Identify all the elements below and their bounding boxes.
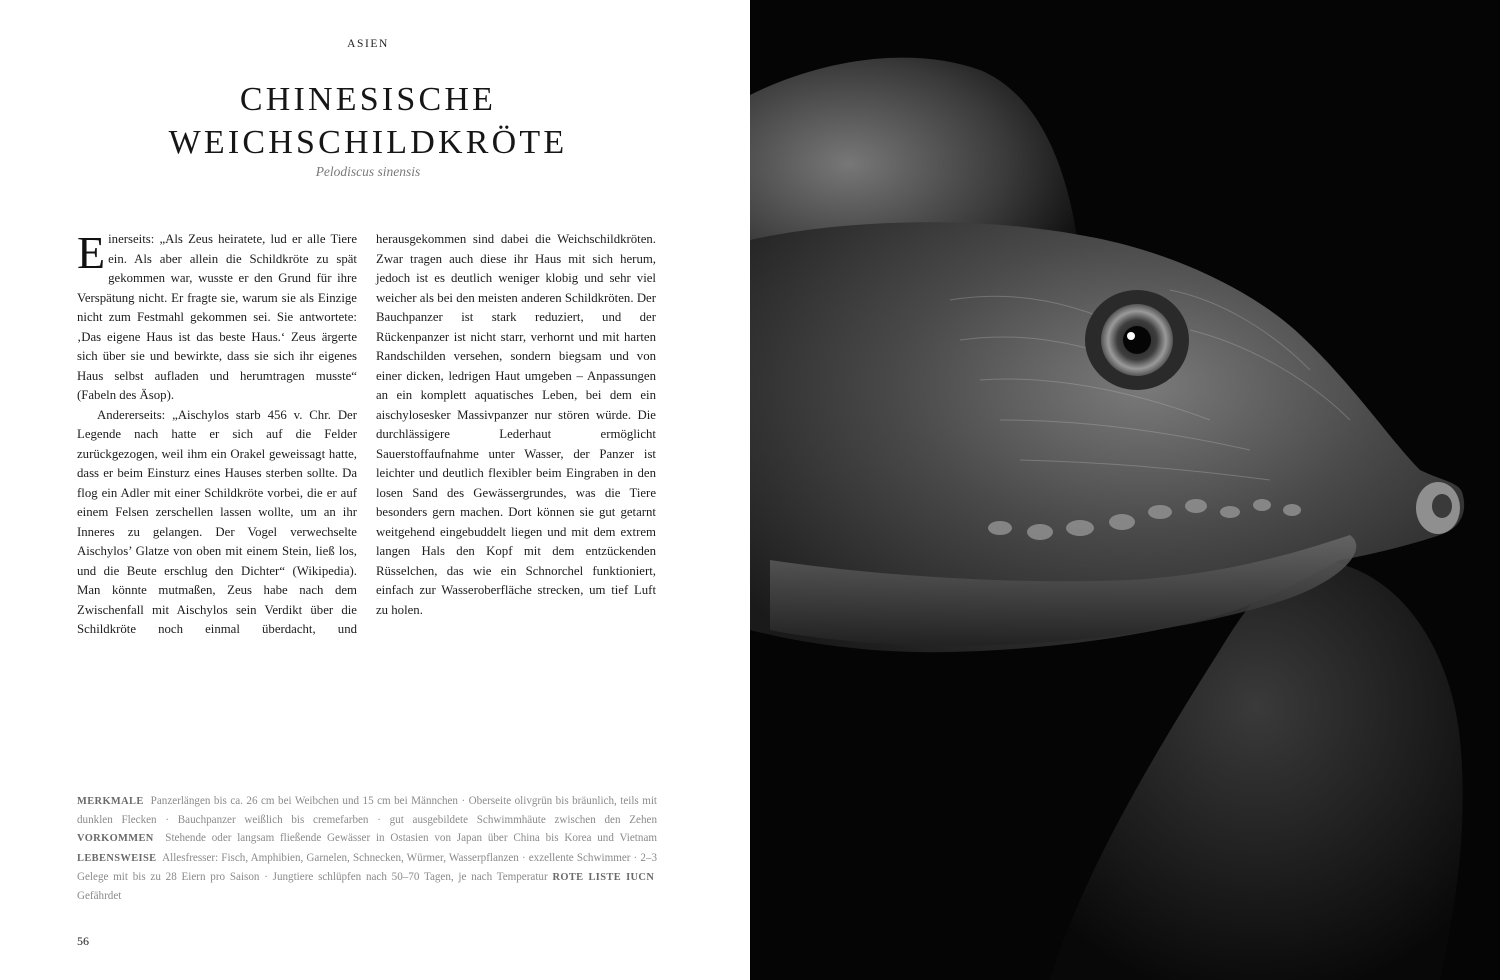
article-body <box>77 227 656 640</box>
scientific-name: Pelodiscus sinensis <box>315 164 421 179</box>
paragraph-1-text: inerseits: „Als Zeus heiratete, lud er alle Tiere ein. Als aber allein die Schildkröte zu spät gekommen war, wusste er den Grund für ihre Verspätung nicht. Er fragte sie, warum sie als Einzige nicht zum Festmahl gekommen sei. Sie antwortete: ‚Das eigene Haus ist das beste Haus.‘ Zeus ärgerte sich über sie und bewirkte, dass sie sich ihr eigenes Haus selbst aufladen und herumtragen musste“ (Fabeln des Äsop). <box>77 232 357 402</box>
fact-text-lebensweise: Allesfresser: Fisch, Amphibien, Garnelen, Schnecken, Würmer, Wasserpflanzen · exzellente Schwimmer · 2–3 Gelege mit bis zu 28 Eiern pro Saison · Jungtiere schlüpfen nach 50–70 Tagen, je nach Temperatur <box>77 851 658 883</box>
fact-text-vorkommen: Stehende oder langsam fließende Gewässer in Ostasien von Japan über China bis Korea und Vietnam <box>165 832 657 845</box>
title-line-1: CHINESISCHE <box>239 81 497 118</box>
fact-label-merkmale: MERKMALE <box>77 796 144 807</box>
fact-label-rote-liste: ROTE LISTE IUCN <box>552 871 655 883</box>
turtle-photo <box>750 0 1500 980</box>
fact-label-lebensweise: LEBENSWEISE <box>77 852 157 864</box>
species-facts <box>77 792 657 905</box>
page-title <box>0 78 736 164</box>
right-page <box>750 0 1500 980</box>
page-number: 56 <box>77 934 89 948</box>
eye <box>1085 290 1189 390</box>
section-label: ASIEN <box>347 38 389 50</box>
drop-cap: E <box>77 227 106 278</box>
nostril <box>1432 494 1452 518</box>
paragraph-2: Andererseits: „Aischylos starb 456 v. Chr. Der Legende nach hatte er sich auf die Felder zurückgezogen, weil ihm ein Orakel geweissagt hatte, dass er beim Einsturz eines Hauses sterben sollte. Da flog ein Adler mit einer Schildkröte vorbei, die er auf einem Felsen zerschellen lassen wollte, um an ihr Inneres zu gelangen. Der Vogel verwechselte Aischylos’ Glatze von oben mit einem Stein, ließ los, und die Beute erschlug den Dichter“ (Wikipedia). Man könnte mutmaßen, Zeus habe nach dem Zwischenfall mit Aischylos sein Verdikt über die Schildkröte noch einmal überdacht, und herausgekommen sind dabei die Weichschildkröten. Zwar tragen auch diese ihr Haus mit sich herum, jedoch ist es deutlich weniger klobig und sehr viel weicher als bei den meisten anderen Schildkröten. Der Bauchpanzer ist stark reduziert, und der Rückenpanzer ist nicht starr, verhornt und mit harten Randschilden versehen, sondern biegsam und von einer dicken, ledrigen Haut umgeben – Anpassungen an ein komplett aquatisches Leben, bei dem ein aischylosesker Massivpanzer nur stören würde. Die durchlässigere Lederhaut ermöglicht Sauerstoffaufnahme unter Wasser, der Panzer ist leichter und deutlich flexibler beim Eingraben in den losen Sand des Gewässergrundes, was die Tiere besonders gern machen. Dort können sie gut getarnt weitgehend eingebuddelt liegen und mit dem extrem langen Hals den Kopf mit dem entzückenden Rüsselchen, das wie ein Schnorchel funktioniert, einfach zur Wasseroberfläche strecken, um tief Luft zu holen. <box>77 232 656 636</box>
title-line-2: WEICHSCHILDKRÖTE <box>168 124 568 161</box>
fact-text-merkmale: Panzerlängen bis ca. 26 cm bei Weibchen und 15 cm bei Männchen · Oberseite olivgrün bis bräunlich, teils mit dunklen Flecken · Bauchpanzer weißlich bis cremefarben · gut ausgebildete Schwimmhäute zwischen den Zehen <box>77 795 658 827</box>
fact-label-vorkommen: VORKOMMEN <box>77 833 154 845</box>
paragraph-1 <box>77 227 357 406</box>
fact-text-rote-liste: Gefährdet <box>77 890 122 903</box>
